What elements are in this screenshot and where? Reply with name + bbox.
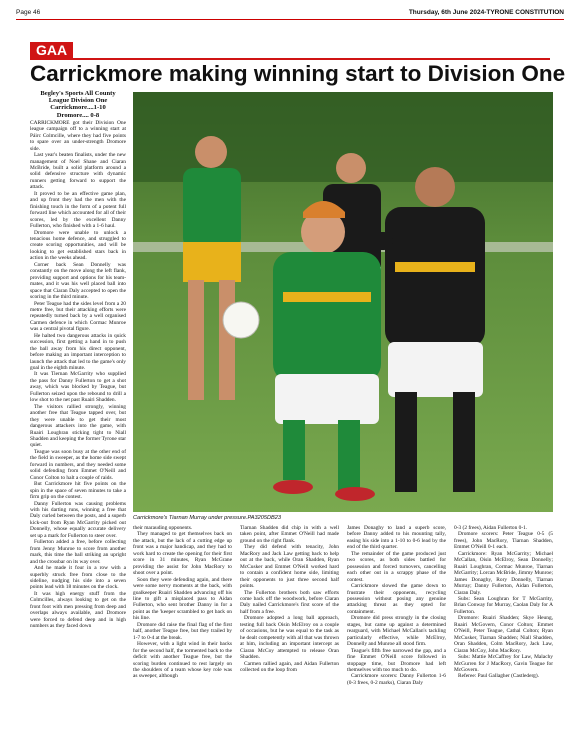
paragraph: It was Tiernan McGarrity who supplied the pass for Danny Fullerton to get a shot away, which was blocked by Teague, but Fullerton seized upon the rebound to drill a low shot to the net past Ruairi Shadden. bbox=[30, 371, 126, 404]
photo-caption: Carrickmore's Tiarnan Murray under pressure.PA3205DB23 bbox=[133, 515, 281, 521]
paragraph: Dromore were unable to unlock a tenacious home defence, and struggled to create scoring opportunities, and will be looking to get established stars back in action in the weeks ahead. bbox=[30, 229, 126, 262]
dateline: Thursday, 6th June 2024-TYRONE CONSTITUTION bbox=[408, 8, 564, 16]
paragraph: Fullerton added a free, before collecting from Jenny Munroe to score from another mark, this time the ball striking an upright and the crossbar on its way over. bbox=[30, 539, 126, 565]
fixture-line: Dromore.... 0-8 bbox=[56, 111, 100, 119]
article-column-3 bbox=[240, 525, 339, 673]
paragraph: Teague was soon busy at the other end of the field in sweeper, as the home side swept forward in numbers, and they needed some solid defending from Emmet O'Neill and Conor Colton to halt a couple of raids. bbox=[30, 448, 126, 481]
paragraph: Tiarnan Shadden did chip in with a well taken point, after Emmet O'Neill had made ground on the right flank. bbox=[240, 525, 339, 544]
paragraph: Corner back Sean Donnelly was constantly on the move along the left flank, providing support and options for his team-mates, and it was his well placed ball into space that Ciaran Daly accepted to open the scoring in the third minute. bbox=[30, 261, 126, 301]
football bbox=[223, 302, 259, 338]
fixture-line: League Division One bbox=[48, 97, 108, 105]
page-number: Page 46 bbox=[16, 8, 41, 16]
paragraph: CARRICKMORE got their Division One league campaign off to a winning start at Páirc Colmcille, where they had five points to spare over an under-strength Dromore side. bbox=[30, 119, 126, 152]
paragraph: It was high energy stuff from the Colmcilles, always looking to get on the front foot with men pressing from deep and overlaps always available, and Dromore were forced to defend deep and in high numbers as they faced down bbox=[30, 590, 126, 630]
article-column-5 bbox=[454, 525, 553, 680]
paragraph: The visitors rallied strongly, winning another free that Teague tapped over, but they were unable to get their most dangerous attackers into the game, with Ruairi Loughran sticking tight to Niall Shadden and keeping the former Tyrone star quiet. bbox=[30, 403, 126, 449]
header-rule bbox=[16, 19, 564, 20]
paragraph: Referee: Paul Gallagher (Castlederg). bbox=[458, 673, 540, 680]
paragraph: The remainder of the game produced just two scores, as both sides battled for possession and forced turnovers, cancelling each other out in a scrappy phase of the contest. bbox=[347, 550, 446, 583]
page-header bbox=[16, 6, 564, 18]
match-photo-illustration bbox=[133, 92, 553, 512]
paragraph: They did defend with tenacity, John MacRory and Jack Law getting back to help out at the back, while Oran Shadden, Ryan McCusker and Emmet O'Neill worked hard to contain a confident home side, limiting their opponents to just three second half points. bbox=[240, 544, 339, 590]
paragraph: Subs: Sean Loughran for T McGarrity, Brian Conway for Murray, Caolan Daly for A Fullerton. bbox=[454, 595, 553, 615]
paragraph: Dromore adopted a long ball approach, testing full back Oisin McElroy on a couple of occasions, but he was equal to the task as he dealt competently with all that was thrown at him, including an important intercept as Ciaran McCoy attempted to release Oran Shadden. bbox=[240, 615, 339, 661]
paragraph: Last year's beaten finalists, under the new management of Noel Shane and Ciaran McBride, built a solid platform around a solid defensive structure with dynamic runners getting forward to support the attack. bbox=[30, 152, 126, 191]
paragraph: Carmen rallied again, and Aidan Fullerton collected on the loop from bbox=[240, 660, 339, 673]
paragraph: Teague's fifth free narrowed the gap, and a fine Emmet O'Neill score followed in stoppage time, but Dromore had left themselves with too much to do. bbox=[347, 647, 446, 673]
paragraph: The Fullerton brothers both saw efforts come back off the woodwork, before Ciaran Daly nailed Carrickmore's first score of the half from a free. bbox=[240, 589, 339, 615]
paragraph: 0-3 (2 frees), Aidan Fullerton 0-1. bbox=[454, 525, 528, 531]
article-column-4 bbox=[347, 525, 446, 686]
fixture-line: Begley's Sports All County bbox=[40, 90, 116, 97]
paragraph: Dromore scorers: Peter Teague 0-5 (5 frees), John MacRory, Tiarnan Shadden, Emmet O'Neill 0-1 each. bbox=[454, 531, 553, 551]
paragraph: Carrickmore: Ryan McGarrity; Michael McCallan, Oisin McElroy, Sean Donnelly; Ruairi Loughran, Cormac Munroe, Tiarnan McGarrity; Lorcan McBride, Jimmy Munroe; James Donaghy, Rory Donnelly, Tiarnan Murray; Danny Fullerton, Aidan Fullerton, Ciaran Daly. bbox=[454, 550, 553, 596]
paragraph: Dromore did press strongly in the closing stages, but came up against a determined rearguard, with Michael McCallan's tackling particularly effective, while McElroy, Donnelly and Munroe all stood firm. bbox=[347, 615, 446, 648]
paragraph: Carrickmore scorers: Danny Fullerton 1-6 (0-3 frees, 0-2 marks), Ciaran Daly bbox=[347, 673, 446, 686]
paragraph: And he made it four in a row with a superbly struck free from close to the sideline, nudging his side into a seven points lead with 18 minutes on the clock. bbox=[30, 565, 126, 591]
headline: Carrickmore making winning start to Division One bbox=[30, 61, 566, 86]
paragraph: James Donaghy to land a superb score, before Danny added to his mounting tally, easing his side into a 1-10 to 0-6 lead by the end of the third quarter. bbox=[347, 525, 446, 551]
paragraph: But Carrickmore hit five points on the spin in the space of seven minutes to take a firm grip on the contest. bbox=[30, 481, 126, 501]
paragraph: Soon they were defending again, and there were some nervy moments at the back, with goalkeeper Ruairi Shadden advancing off his line to gift a misplaced pass to Aidan Fullerton, who sent brother Danny in for a point as the 'keeper scrambled to get back on his line. bbox=[133, 576, 232, 622]
fixture-heading bbox=[30, 90, 126, 119]
paragraph: Subs: Mattie McCaffrey for Law, Malachy McGurren for J MacRory, Gavin Teague for McGovern. bbox=[454, 654, 553, 673]
match-photo bbox=[133, 92, 553, 512]
paragraph: Dromore: Ruairi Shadden; Skye Heung, Ruairi McGovern, Conor Colton; Emmet O'Neill, Peter Teague, Cathal Colton; Ryan McCusker, Tiarnan Shadden; Niall Shadden, Oran Shadden, Colm MacRory, Jack Law, Ciaran McCoy, John MacRory. bbox=[454, 615, 553, 654]
paragraph: Peter Teague had the sides level from a 20 metre free, but their attacking efforts were repeatedly turned back by a well organised Carmen defence in which Cormac Munroe was a central pivotal figure. bbox=[30, 300, 126, 333]
fixture-line: Carrickmore....1-10 bbox=[50, 104, 106, 112]
article-column-2 bbox=[133, 525, 232, 680]
paragraph: Carrickmore slowed the game down to frustrate their opponents, recycling possession without posing any genuine attacking threat as they opted for containment. bbox=[347, 583, 446, 615]
left-column bbox=[30, 90, 126, 630]
section-tag: GAA bbox=[30, 42, 73, 58]
paragraph: Dromore did raise the final flag of the first half, another Teague free, but they trailed by 1-7 to 0-4 at the break. bbox=[133, 621, 232, 641]
paragraph: It proved to be an effective game plan, and up front they had the men with the finishing touch in the form of a potent full forward line which accounted for all of their scores, led by the excellent Danny Fullerton, who finished with a 1-6 haul. bbox=[30, 190, 126, 230]
paragraph: They managed to get themselves back on the attack, but the lack of a cutting edge up front was a major handicap, and they had to work hard to create the opening for their first score in 31 minutes, Ryan McGrane providing the assist for John MacRory to shoot over a point. bbox=[133, 531, 232, 577]
paragraph: Danny Fullerton was causing problems with his darting runs, winning a free that Daly curled between the posts, and a superb kick-out from Ryan McGarrity picked out Donnelly, whose equally accurate delivery set up a mark for Fullerton to steer over. bbox=[30, 500, 126, 539]
paragraph: their marauding opponents. bbox=[133, 525, 193, 531]
paragraph: However, with a light wind in their backs for the second half, the tormented back to the deficit with another Teague free, but the scoring burden continued to rest largely on the shoulders of a team whose key role was as sweeper, although bbox=[133, 641, 232, 680]
paragraph: He halted two dangerous attacks in quick succession, first getting a hand in to push the ball away from his direct opponent, before making an important interception to launch the attack that led to the game's only goal in the eighth minute. bbox=[30, 332, 126, 372]
